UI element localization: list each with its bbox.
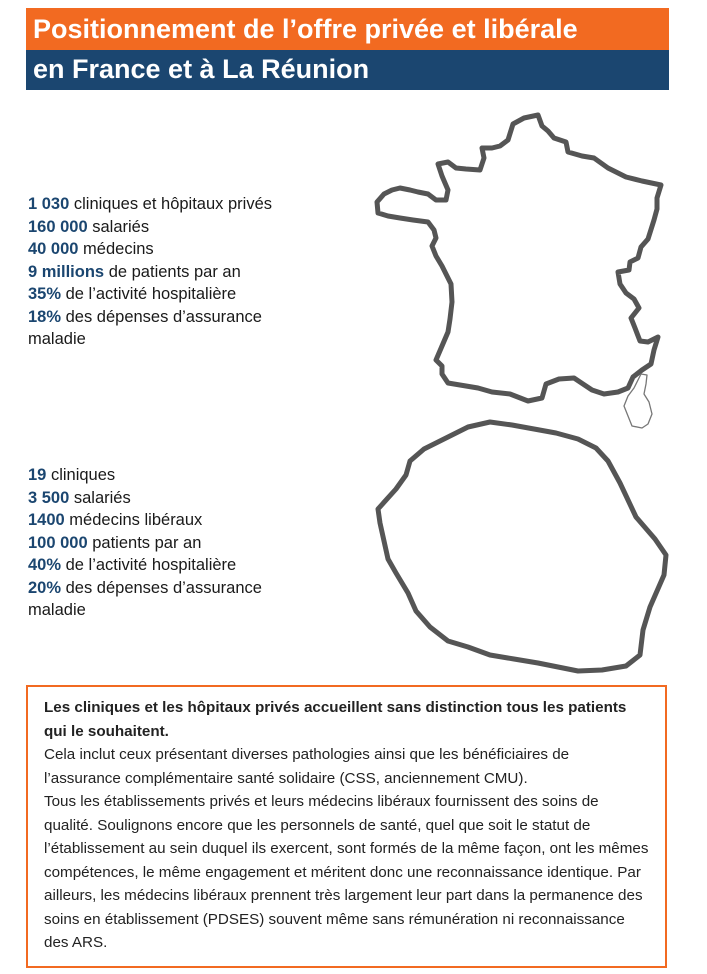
france-stat-patients: 9 millions de patients par an bbox=[28, 262, 241, 281]
info-box-lead: Les cliniques et les hôpitaux privés accueillent sans distinction tous les patients qui le souhaitent. bbox=[44, 699, 627, 740]
reunion-stat-spending-cont: maladie bbox=[28, 601, 86, 619]
info-box bbox=[26, 685, 667, 968]
france-stat-spending-cont: maladie bbox=[28, 330, 86, 348]
reunion-stat-doctors: 1400 médecins libéraux bbox=[28, 511, 203, 529]
reunion-stat-activity: 40% de l’activité hospitalière bbox=[28, 556, 237, 574]
france-stats bbox=[28, 193, 338, 351]
france-stat-activity: 35% de l’activité hospitalière bbox=[28, 285, 237, 303]
info-box-paragraph-2: Tous les établissements privés et leurs médecins libéraux fournissent des soins de qualité. Soulignons encore que les personnels de santé, quel que soit le statut de l’établissement au sein duquel ils exercent, sont formés de la même façon, ont les mêmes compétences, le même engagement et méritent donc une reconnaissance identique. Par ailleurs, les médecins libéraux prennent très largement leur part dans la permanence des soins en établissement (PDSES) souvent même sans rémunération ni reconnaissance des ARS. bbox=[44, 793, 649, 951]
france-stat-employees: 160 000 salariés bbox=[28, 217, 150, 236]
france-stat-doctors: 40 000 médecins bbox=[28, 240, 154, 258]
reunion-stat-spending: 20% des dépenses d’assurance bbox=[28, 578, 262, 597]
france-stat-spending: 18% des dépenses d’assurance bbox=[28, 307, 262, 326]
reunion-stat-employees: 3 500 salariés bbox=[28, 488, 131, 507]
info-box-paragraph-1: Cela inclut ceux présentant diverses pathologies ainsi que les bénéficiaires de l’assurance complémentaire santé solidaire (CSS, anciennement CMU). bbox=[44, 746, 570, 787]
reunion-stat-clinics: 19 cliniques bbox=[28, 466, 116, 484]
reunion-stat-patients: 100 000 patients par an bbox=[28, 533, 202, 552]
reunion-map-icon bbox=[372, 415, 672, 685]
title-line-2: en France et à La Réunion bbox=[26, 50, 669, 90]
title-line-1: Positionnement de l’offre privée et libérale bbox=[26, 8, 669, 50]
reunion-stats bbox=[28, 464, 338, 622]
france-stat-clinics: 1 030 cliniques et hôpitaux privés bbox=[28, 195, 272, 213]
france-map-icon bbox=[372, 112, 672, 432]
